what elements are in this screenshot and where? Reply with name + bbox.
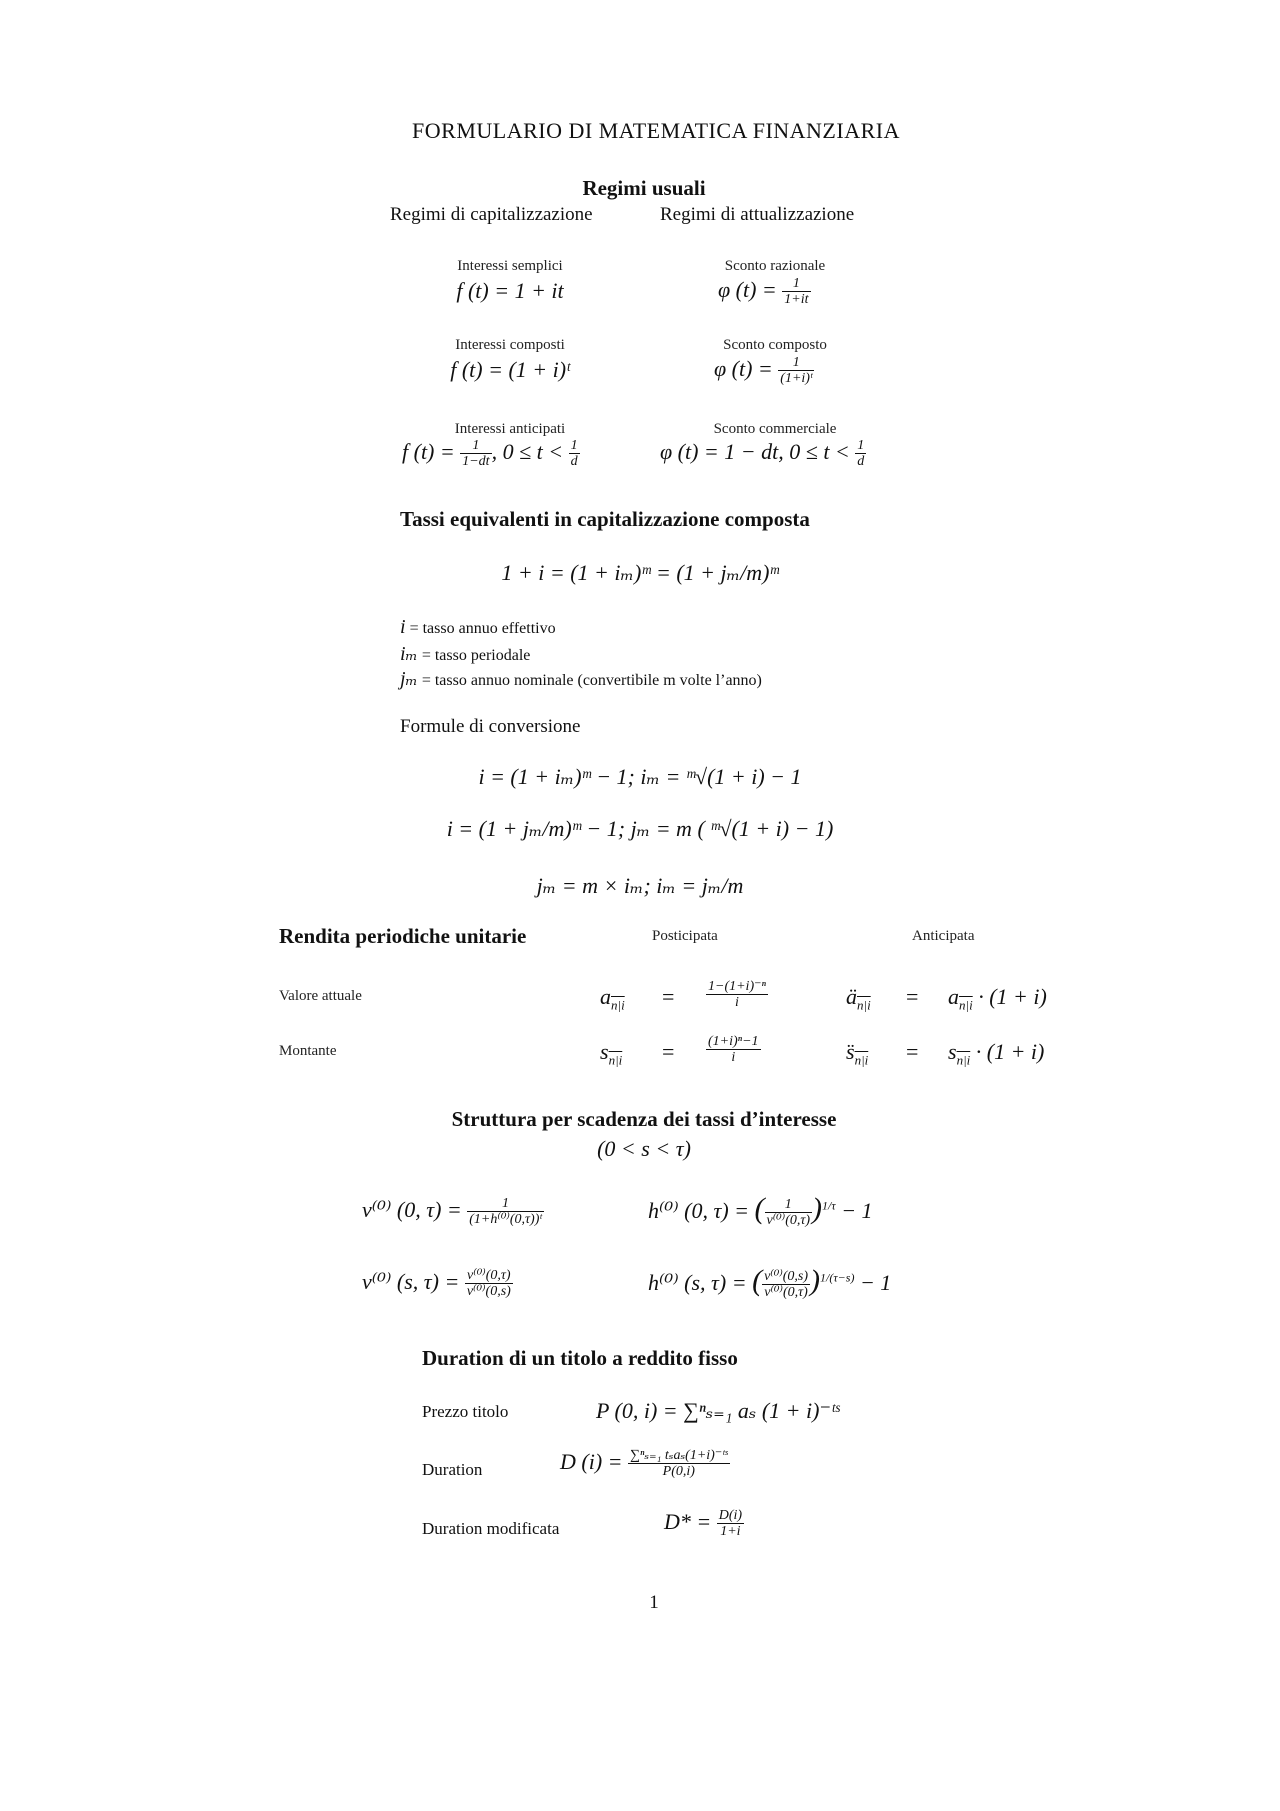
rendita-row-label: Montante <box>279 1043 337 1059</box>
duration-heading: Duration di un titolo a reddito fisso <box>422 1346 738 1370</box>
regimi-right-label: Sconto composto <box>723 337 827 353</box>
legend-desc: = tasso periodale <box>421 647 531 664</box>
regimi-right-formula <box>718 276 811 308</box>
formula-prefix: D (i) = <box>560 1448 623 1474</box>
fraction-num: ∑ⁿₛ₌₁ tₛaₛ(1+i)⁻ᵗˢ <box>630 1448 728 1463</box>
fraction <box>706 979 768 1011</box>
fraction-num: D(i) <box>718 1508 743 1523</box>
page-number: 1 <box>649 1592 659 1613</box>
fraction <box>765 1197 813 1229</box>
fraction <box>855 438 866 470</box>
symbol-sub: n|i <box>959 997 973 1013</box>
paren-open: ( <box>752 1264 763 1297</box>
struttura-formula-h0-s <box>648 1264 891 1301</box>
equals-sign: = <box>662 984 675 1009</box>
formula-tail: · (1 + i) <box>978 984 1047 1009</box>
formula-prefix: h⁽⁰⁾ (s, τ) = <box>648 1270 747 1295</box>
rendita-post-symbol <box>600 984 625 1013</box>
fraction-den: i <box>735 995 739 1011</box>
regimi-right-formula <box>714 355 814 387</box>
equals-sign: = <box>906 984 919 1009</box>
fraction <box>460 438 491 470</box>
legend-row <box>400 641 530 666</box>
regimi-left-formula: f (t) = (1 + i)ᵗ <box>450 357 570 382</box>
fraction-den: d <box>570 454 578 470</box>
duration-row-formula <box>560 1448 730 1480</box>
legend-row <box>400 666 762 691</box>
document-title: FORMULARIO DI MATEMATICA FINANZIARIA <box>412 118 900 143</box>
legend-row <box>400 616 556 639</box>
rendita-post-formula <box>706 979 768 1011</box>
legend-symbol: iₘ <box>400 643 418 665</box>
symbol-base: s̈ <box>846 1039 855 1064</box>
fraction-den: i <box>731 1050 736 1066</box>
legend-symbol: i <box>400 616 406 638</box>
equals-sign: = <box>662 1039 675 1064</box>
legend-desc: = tasso annuo effettivo <box>409 620 556 637</box>
fraction-den: 1+it <box>784 292 809 308</box>
rendita-heading: Rendita periodiche unitarie <box>279 924 527 948</box>
tassi-heading: Tassi equivalenti in capitalizzazione composta <box>400 507 810 531</box>
regimi-left-label: Interessi anticipati <box>454 421 566 437</box>
regimi-left-label: Interessi composti <box>455 337 565 353</box>
duration-row-label: Duration modificata <box>422 1519 560 1538</box>
fraction <box>762 1269 810 1301</box>
symbol-base: a <box>600 984 611 1009</box>
fraction <box>778 355 814 387</box>
fraction-den: (1+h⁽⁰⁾(0,τ))ᵗ <box>469 1212 542 1228</box>
paren-close: ) <box>812 1192 823 1225</box>
duration-row-label: Prezzo titolo <box>422 1402 509 1421</box>
rendita-ant-symbol <box>846 1039 868 1068</box>
legend-desc: = tasso annuo nominale (convertibile m volte l’anno) <box>421 672 762 689</box>
rendita-post-symbol <box>600 1039 622 1068</box>
regimi-col-right: Regimi di attualizzazione <box>660 204 855 225</box>
symbol-sub: n|i <box>956 1052 971 1068</box>
fraction <box>569 438 580 470</box>
conversion-formula: jₘ = m × iₘ; iₘ = jₘ/m <box>536 873 744 898</box>
fraction <box>717 1508 744 1540</box>
legend-symbol: jₘ <box>400 668 418 690</box>
regimi-right-label: Sconto razionale <box>724 258 826 274</box>
fraction-num: 1 <box>778 355 814 371</box>
formula-tail: − 1 <box>841 1198 873 1223</box>
fraction <box>628 1448 730 1480</box>
fraction-den: P(0,i) <box>662 1464 695 1480</box>
regimi-right-formula <box>660 438 866 470</box>
paren-close: ) <box>810 1264 821 1297</box>
struttura-formula-v0 <box>362 1196 544 1228</box>
formula-prefix: φ (t) = <box>718 276 777 302</box>
symbol-base: s <box>600 1039 609 1064</box>
regimi-heading: Regimi usuali <box>582 176 706 200</box>
fraction-num: 1 <box>467 1196 543 1212</box>
conversion-heading: Formule di conversione <box>400 716 581 737</box>
struttura-condition: (0 < s < τ) <box>597 1136 691 1161</box>
rendita-ant-formula <box>948 984 1047 1013</box>
conversion-formula: i = (1 + jₘ/m)ᵐ − 1; jₘ = m ( ᵐ√(1 + i) − 1) <box>446 816 834 841</box>
fraction-num: (1+i)ⁿ−1 <box>708 1034 759 1049</box>
formula-tail: − 1 <box>859 1270 892 1295</box>
regimi-left-formula: f (t) = 1 + it <box>456 278 564 303</box>
formula-prefix: D* = <box>664 1508 712 1534</box>
duration-row-label: Duration <box>422 1460 483 1479</box>
fraction-num: v⁽⁰⁾(0,τ) <box>465 1268 513 1284</box>
fraction-den: v⁽⁰⁾(0,τ) <box>766 1213 811 1229</box>
regimi-left-formula <box>402 438 580 470</box>
fraction-num: 1 <box>765 1197 813 1213</box>
regimi-left-label: Interessi semplici <box>457 258 563 274</box>
symbol-sub: n|i <box>611 997 625 1013</box>
struttura-formula-h0 <box>648 1192 873 1229</box>
paren-open: ( <box>754 1192 765 1225</box>
exponent: 1/τ <box>822 1198 836 1213</box>
fraction-num: 1 <box>857 438 865 453</box>
duration-row-formula: P (0, i) = ∑ⁿₛ₌₁ aₛ (1 + i)⁻ᵗˢ <box>596 1398 840 1423</box>
equals-sign: = <box>906 1039 919 1064</box>
duration-row-formula <box>664 1508 744 1540</box>
fraction-den: 1−dt <box>462 454 490 470</box>
fraction-num: 1 <box>570 438 578 453</box>
symbol-base: a <box>948 984 959 1009</box>
formula-prefix: v⁽⁰⁾ (0, τ) = <box>362 1196 462 1222</box>
struttura-heading: Struttura per scadenza dei tassi d’interesse <box>451 1107 837 1131</box>
struttura-formula-v0-s <box>362 1268 513 1300</box>
tassi-main-formula: 1 + i = (1 + iₘ)ᵐ = (1 + jₘ/m)ᵐ <box>501 560 779 585</box>
formula-condition: , 0 ≤ t < <box>491 438 564 464</box>
formula-prefix: φ (t) = <box>714 355 773 381</box>
fraction-num: 1 <box>782 276 810 292</box>
fraction <box>465 1268 513 1300</box>
rendita-ant-symbol <box>846 984 871 1013</box>
formula-prefix: h⁽⁰⁾ (0, τ) = <box>648 1198 749 1223</box>
rendita-row-label: Valore attuale <box>279 988 362 1004</box>
fraction-num: 1 <box>460 438 491 454</box>
fraction <box>706 1034 761 1066</box>
symbol-base: s <box>948 1039 957 1064</box>
fraction <box>467 1196 543 1228</box>
rendita-col-ant: Anticipata <box>912 928 975 944</box>
regimi-col-left: Regimi di capitalizzazione <box>390 204 593 225</box>
fraction-den: d <box>857 454 865 470</box>
symbol-sub: n|i <box>857 997 871 1013</box>
symbol-sub: n|i <box>854 1052 869 1068</box>
fraction <box>782 276 810 308</box>
formula-prefix: f (t) = <box>402 438 455 464</box>
rendita-ant-formula <box>948 1039 1044 1068</box>
conversion-formula: i = (1 + iₘ)ᵐ − 1; iₘ = ᵐ√(1 + i) − 1 <box>478 764 802 789</box>
fraction-den: v⁽⁰⁾(0,s) <box>466 1284 511 1300</box>
fraction-den: v⁽⁰⁾(0,τ) <box>764 1285 808 1301</box>
rendita-post-formula <box>706 1034 761 1066</box>
fraction-num: v⁽⁰⁾(0,s) <box>764 1269 809 1285</box>
symbol-base: ä <box>846 984 857 1009</box>
fraction-num: 1−(1+i)⁻ⁿ <box>708 979 766 994</box>
formula-prefix: v⁽⁰⁾ (s, τ) = <box>362 1268 460 1294</box>
rendita-col-post: Posticipata <box>652 928 718 944</box>
fraction-den: 1+i <box>720 1524 741 1540</box>
symbol-sub: n|i <box>608 1052 623 1068</box>
fraction-den: (1+i)ᵗ <box>780 371 813 387</box>
formula-body: φ (t) = 1 − dt, 0 ≤ t < <box>660 438 850 464</box>
exponent: 1/(τ−s) <box>820 1270 855 1285</box>
formula-tail: · (1 + i) <box>975 1039 1045 1064</box>
regimi-right-label: Sconto commerciale <box>713 421 837 437</box>
